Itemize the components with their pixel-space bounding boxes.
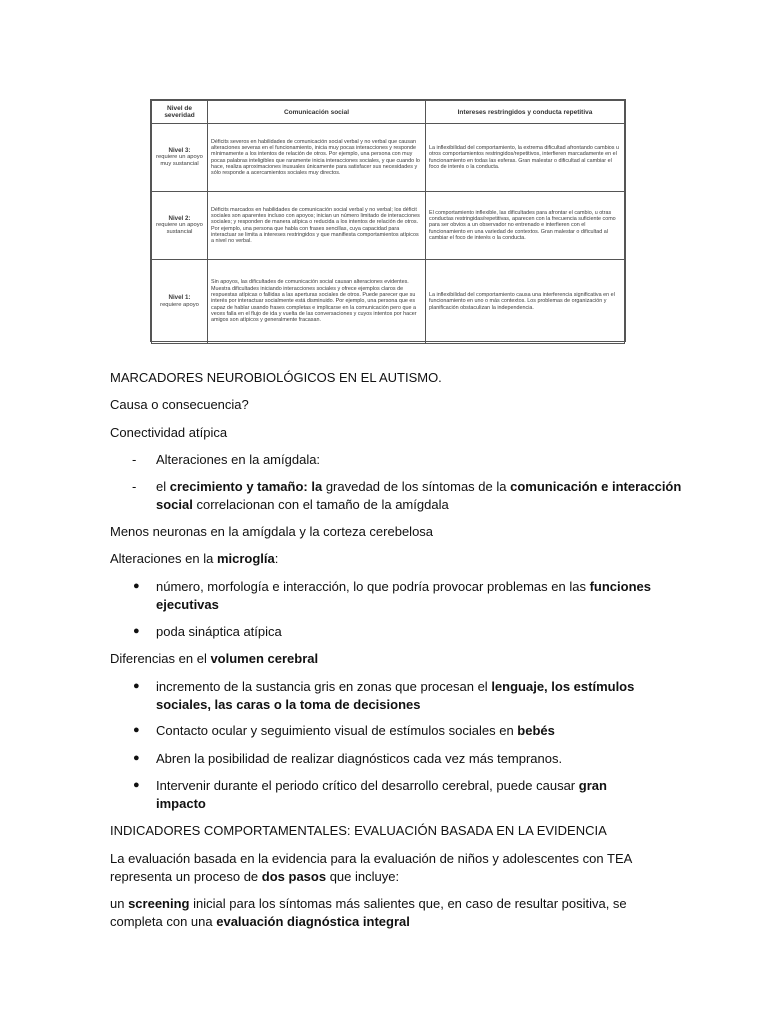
heading-neurobiological-markers: MARCADORES NEUROBIOLÓGICOS EN EL AUTISMO. <box>110 370 442 385</box>
bullet-item-early-diagnosis: Abren la posibilidad de realizar diagnósticos cada vez más tempranos. <box>156 751 563 766</box>
text-run: el <box>156 479 170 494</box>
paragraph-neurons: Menos neuronas en la amígdala y la corteza cerebelosa <box>110 524 434 539</box>
emphasis: la <box>307 479 323 494</box>
level-name: Nivel 2: <box>168 214 191 222</box>
text-run: que incluye: <box>326 869 400 884</box>
emphasis: screening <box>128 896 190 911</box>
bullet-item-intervention <box>156 777 607 794</box>
bullet-item-intervention-cont <box>156 795 206 812</box>
severity-table <box>151 100 625 344</box>
paragraph-microglia <box>110 550 278 567</box>
emphasis: lenguaje, los estímulos <box>491 679 635 694</box>
level-cell <box>152 124 208 192</box>
list-item-amygdala: Alteraciones en la amígdala: <box>156 452 321 467</box>
emphasis: funciones <box>589 579 651 594</box>
emphasis: ejecutivas <box>156 597 219 612</box>
paragraph-evaluation: La evaluación basada en la evidencia para la evaluación de niños y adolescentes con TEA <box>110 851 633 866</box>
bullet-item-gray-matter-cont <box>156 696 420 713</box>
text-run: Diferencias en el <box>110 651 211 666</box>
text-run: inicial para los síntomas más salientes que, en caso de resultar positiva, se <box>189 896 627 911</box>
paragraph-evaluation-cont <box>110 868 399 885</box>
table-header: Comunicación social <box>208 101 426 124</box>
table-row <box>152 124 625 192</box>
level-cell <box>152 260 208 344</box>
table-row <box>152 260 625 344</box>
emphasis: microglía <box>216 551 275 566</box>
text-run: : <box>274 551 279 566</box>
dash-marker: - <box>132 452 137 467</box>
level-name: Nivel 3: <box>168 146 191 154</box>
emphasis: comunicación e interacción <box>510 479 682 494</box>
paragraph-screening-cont <box>110 913 410 930</box>
bullet-item-morphology <box>156 578 651 595</box>
list-item-growth-cont <box>156 496 449 513</box>
dash-marker: - <box>132 479 137 494</box>
bullet-item-eye-contact <box>156 722 555 739</box>
table-row <box>152 192 625 260</box>
text-run: un <box>110 896 129 911</box>
text-run: Alteraciones en la <box>110 551 217 566</box>
text-run: representa un proceso de <box>110 869 262 884</box>
bullet-marker: ● <box>133 580 140 592</box>
emphasis: sociales, las caras o la toma de decisiones <box>156 697 421 712</box>
level-name: Nivel 1: <box>168 293 191 301</box>
text-run: correlacionan con el tamaño de la amígdala <box>192 497 449 512</box>
emphasis: impacto <box>156 796 206 811</box>
level-cell <box>152 192 208 260</box>
social-cell: Sin apoyos, las dificultades de comunicación social causan alteraciones evidentes. Muestra dificultades iniciando interacciones sociales y ofrece ejemplos claros de respuestas atípicas o fallidas a las aperturas sociales de otros. Puede parecer que su interés por interactuar socialmente está disminuido. Por ejemplo, una persona que es capaz de hablar usando frases completas e implicarse en la comunicación pero que a veces falla en el flujo de ida y vuelta de las conversaciones y cuyos intentos por hacer amigos son atípicos y generalmente fracasan. <box>208 260 426 344</box>
table-header-row <box>152 101 625 124</box>
text-run: incremento de la sustancia gris en zonas que procesan el <box>156 679 492 694</box>
emphasis: evaluación diagnóstica integral <box>216 914 410 929</box>
level-support: requiere un apoyo muy sustancial <box>156 154 203 167</box>
table-header: Intereses restringidos y conducta repetitiva <box>426 101 625 124</box>
paragraph-volume <box>110 650 318 667</box>
restricted-cell: El comportamiento inflexible, las dificultades para afrontar el cambio, u otras conductas restringidas/repetitivas, aparecen con la frecuencia suficiente como para ser obvios a un observador no entrenado e interfieren con el funcionamiento en una variedad de contextos. Gran malestar o dificultad al cambiar el foco de interés o la conducta. <box>426 192 625 260</box>
heading-behavioral-indicators: INDICADORES COMPORTAMENTALES: EVALUACIÓN BASADA EN LA EVIDENCIA <box>110 823 607 838</box>
text-run: completa con una <box>110 914 217 929</box>
social-cell: Déficits marcados en habilidades de comunicación social verbal y no verbal; los déficit sociales son aparentes incluso con apoyos; inician un número limitado de interacciones sociales; y responden de manera atípica o reducida a los intentos de relación de otros. Por ejemplo, una persona que habla con frases sencillas, cuya capacidad para interactuar se limita a intereses restringidos y que manifiesta comportamientos atípicos a nivel no verbal. <box>208 192 426 260</box>
text-run: gravedad de los síntomas de la <box>322 479 511 494</box>
paragraph-screening <box>110 895 627 912</box>
bullet-item-morphology-cont <box>156 596 219 613</box>
emphasis: crecimiento y tamaño: <box>169 479 308 494</box>
bullet-item-gray-matter <box>156 678 634 695</box>
bullet-marker: ● <box>133 752 140 764</box>
text-run: número, morfología e interacción, lo que podría provocar problemas en las <box>156 579 590 594</box>
emphasis: dos pasos <box>261 869 327 884</box>
paragraph-connectivity: Conectividad atípica <box>110 425 228 440</box>
level-support: requiere apoyo <box>160 301 199 308</box>
emphasis: volumen cerebral <box>210 651 319 666</box>
bullet-marker: ● <box>133 779 140 791</box>
text-run: Contacto ocular y seguimiento visual de estímulos sociales en <box>156 723 518 738</box>
emphasis: gran <box>578 778 607 793</box>
list-item-growth <box>156 478 681 495</box>
severity-levels-table-image <box>150 99 626 342</box>
emphasis: bebés <box>517 723 555 738</box>
restricted-cell: La inflexibilidad del comportamiento causa una interferencia significativa en el funcionamiento en uno o más contextos. Los problemas de organización y planificación obstaculizan la independencia. <box>426 260 625 344</box>
bullet-marker: ● <box>133 680 140 692</box>
emphasis: social <box>156 497 193 512</box>
bullet-marker: ● <box>133 625 140 637</box>
bullet-marker: ● <box>133 724 140 736</box>
bullet-item-pruning: poda sináptica atípica <box>156 624 282 639</box>
social-cell: Déficits severos en habilidades de comunicación social verbal y no verbal que causan alteraciones severas en el funcionamiento, inicia muy pocas interacciones y responde mínimamente a los intentos de relación de otros. Por ejemplo, una persona con muy pocas palabras inteligibles que raramente inicia interacciones sociales, y que cuando lo hace, realiza aproximaciones inusuales únicamente para satisfacer sus necesidades y sólo responde a acercamientos sociales muy directos. <box>208 124 426 192</box>
table-header: Nivel de severidad <box>152 101 208 124</box>
level-support: requiere un apoyo sustancial <box>156 222 203 235</box>
restricted-cell: La inflexibilidad del comportamiento, la extrema dificultad afrontando cambios u otros comportamientos restringidos/repetitivos, interfieren marcadamente en el funcionamiento en todas las esferas. Gran malestar o dificultad al cambiar el foco de interés o la conducta. <box>426 124 625 192</box>
paragraph-cause: Causa o consecuencia? <box>110 397 249 412</box>
text-run: Intervenir durante el periodo crítico del desarrollo cerebral, puede causar <box>156 778 579 793</box>
